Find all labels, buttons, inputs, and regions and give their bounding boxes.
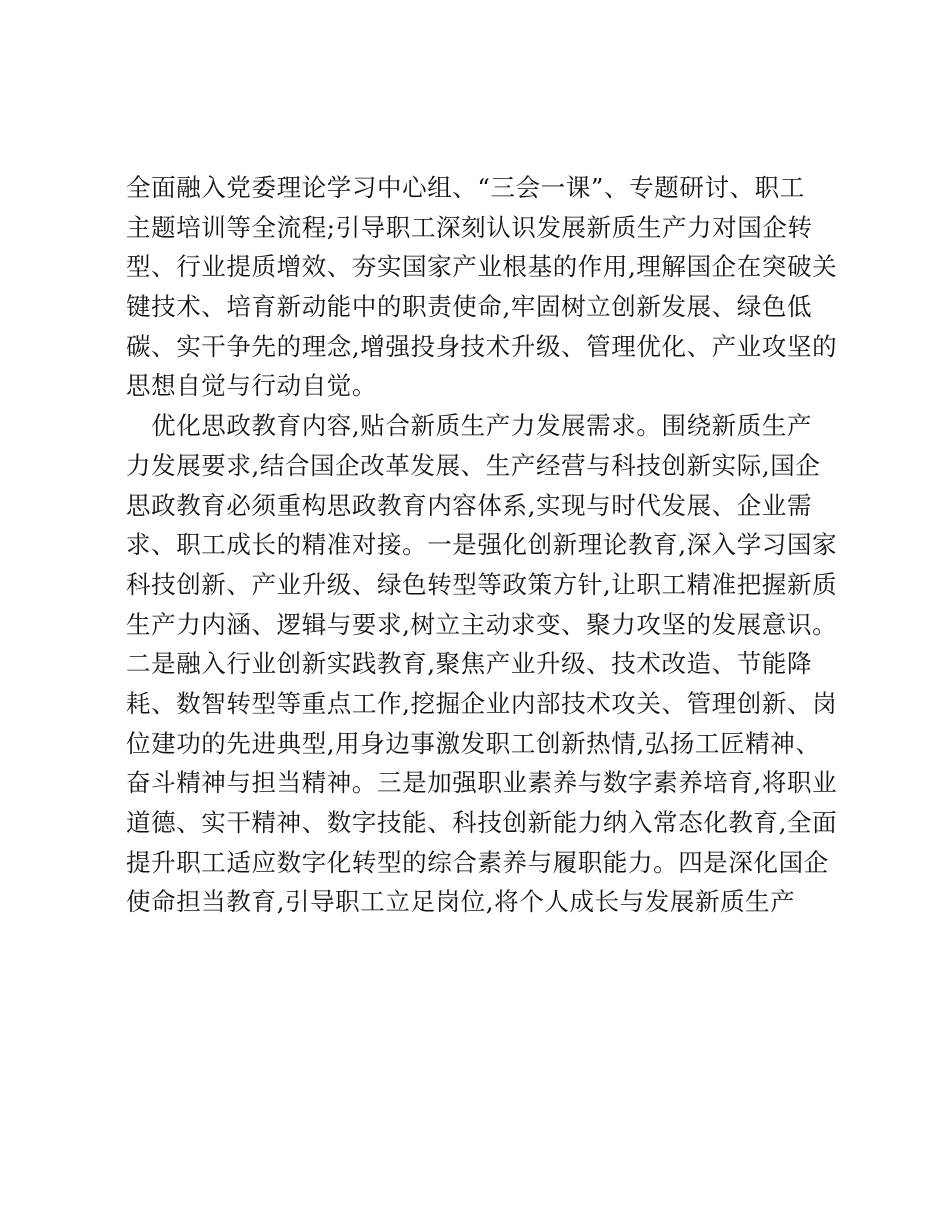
text-line-10: 求、职工成长的精准对接。一是强化创新理论教育,深入学习国家 bbox=[126, 530, 838, 560]
text-line-19: 使命担当教育,引导职工立足岗位,将个人成长与发展新质生产 bbox=[126, 887, 796, 917]
text-line-18: 提升职工适应数字化转型的综合素养与履职能力。四是深化国企 bbox=[126, 847, 829, 877]
text-line-2: 主题培训等全流程;引导职工深刻认识发展新质生产力对国企转 bbox=[126, 212, 813, 242]
text-line-17: 道德、实干精神、数字技能、科技创新能力纳入常态化教育,全面 bbox=[126, 808, 838, 837]
text-line-4: 键技术、培育新动能中的职责使命,牢固树立创新发展、绿色低 bbox=[126, 292, 813, 322]
text-line-5: 碳、实干争先的理念,增强投身技术升级、管理优化、产业攻坚的 bbox=[126, 331, 838, 361]
text-line-3: 型、行业提质增效、夯实国家产业根基的作用,理解国企在突破关 bbox=[126, 252, 838, 282]
body-text bbox=[126, 168, 836, 922]
text-line-9: 思政教育必须重构思政教育内容体系,实现与时代发展、企业需 bbox=[126, 490, 813, 520]
text-line-13: 二是融入行业创新实践教育,聚焦产业升级、技术改造、节能降 bbox=[126, 649, 813, 679]
text-line-16: 奋斗精神与担当精神。三是加强职业素养与数字素养培育,将职业 bbox=[126, 768, 838, 798]
text-line-8: 力发展要求,结合国企改革发展、生产经营与科技创新实际,国企 bbox=[126, 450, 821, 480]
text-line-7: 优化思政教育内容,贴合新质生产力发展需求。围绕新质生产 bbox=[126, 411, 813, 441]
text-line-12: 生产力内涵、逻辑与要求,树立主动求变、聚力攻坚的发展意识。 bbox=[126, 609, 838, 639]
text-line-14: 耗、数智转型等重点工作,挖掘企业内部技术攻关、管理创新、岗 bbox=[126, 688, 838, 718]
text-line-6: 思想自觉与行动自觉。 bbox=[126, 371, 377, 401]
text-line-15: 位建功的先进典型,用身边事激发职工创新热情,弘扬工匠精神、 bbox=[126, 728, 821, 758]
text-line-11: 科技创新、产业升级、绿色转型等政策方针,让职工精准把握新质 bbox=[126, 569, 838, 599]
text-line-1: 全面融入党委理论学习中心组、“三会一课”、专题研讨、职工 bbox=[126, 173, 805, 202]
